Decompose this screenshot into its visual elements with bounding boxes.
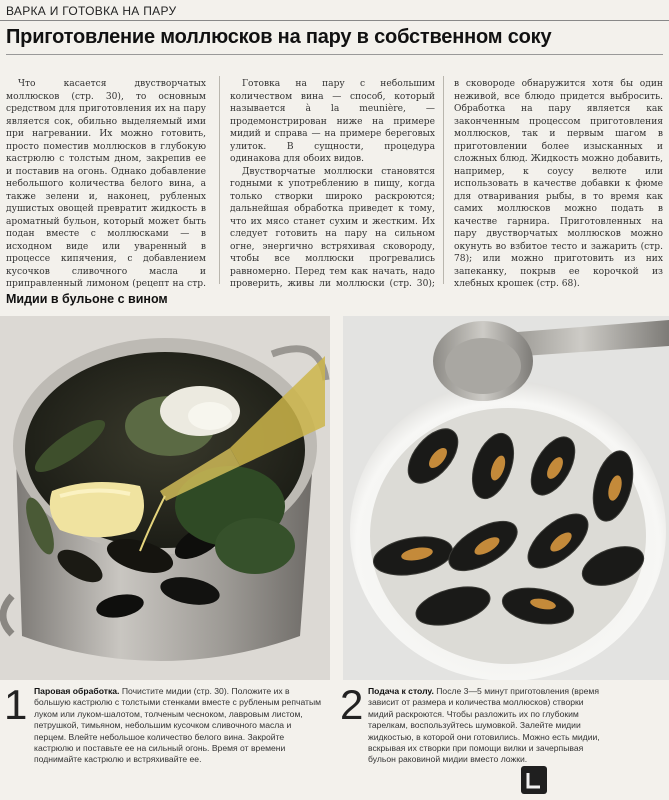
text-column-1 <box>6 78 206 288</box>
text-column-2 <box>230 78 435 288</box>
step-2-caption <box>368 686 608 766</box>
title-rule <box>6 54 663 55</box>
step-number-2: 2 <box>340 681 364 728</box>
column-divider <box>443 76 444 284</box>
page-title: Приготовление моллюсков на пару в собственном соку <box>6 26 552 48</box>
section-title: ВАРКА И ГОТОВКА НА ПАРУ <box>6 4 177 18</box>
column-1-text: Что касается двустворчатых моллюсков (стр. 30), то основным средством для приготовления их на пару является сок, обильно выделяемый ими при нагревании. Их можно готовить, просто поместив моллюсков в глубокую кастрюлю с толстым дном, закрепив ее и поставив на огонь. Однако добавление небольшого количества белого вина, а также зелени и, наконец, рубленых душистых овощей превратит жидкость в ароматный бульон, который может быть подан вместе с моллюсками — в исходном виде или уваренный в процессе кипячения, с добавлением кусочков сливочного масла и приправленный лимоном (рецепт на стр. <box>6 79 206 288</box>
step-1-heading: Паровая обработка. <box>34 686 120 696</box>
step-number-1: 1 <box>4 681 28 728</box>
step-1-caption <box>34 686 324 766</box>
header-rule <box>0 20 669 21</box>
column-2-paragraph-2: Двустворчатые моллюски становятся годными к употреблению в пищу, когда только створки широко раскроются; дальнейшая обработка приведет к тому, что их мясо станет сухим и жестким. Их следует готовить на пару на сильном огне, энергично встряхивая сковороду, чтобы все моллюски прогревались равномерно. Перед тем как начать, надо проверить, живы ли моллюски (стр. 30); <box>230 166 435 288</box>
bowl-illustration <box>343 316 669 680</box>
photo-pot-with-mussels <box>0 316 330 680</box>
column-divider <box>219 76 220 284</box>
column-3-text: в сковороде обнаружится хотя бы один неживой, все блюдо придется выбросить. Обработка на пару является как законченным процессом приготовления моллюсков, так и первым шагом в приготовлении более изысканных и сложных блюд. Жидкость можно добавить, например, к соусу велюте или использовать в качестве добавки к фюме для отваривания рыбы, в то время как самих моллюсков можно подать в качестве гарнира. Приготовленных на пару двустворчатых моллюсков можно окунуть во взбитое тесто и зажарить (стр. 78); или можно приготовить из них запеканку, покрыв ее корочкой из хлебных крошек (стр. 68). <box>454 79 663 288</box>
pot-illustration <box>0 316 330 680</box>
step-2-heading: Подача к столу. <box>368 686 434 696</box>
recipe-subtitle: Мидии в бульоне с вином <box>6 292 168 306</box>
corner-logo-icon <box>521 766 547 794</box>
step-2-text: После 3—5 минут приготовления (время зависит от размера и количества моллюсков) створки мидий раскроются. Чтобы разложить их по глубоким тарелкам, воспользуйтесь шумовкой. Залейте мидии жидкостью, в которой они готовились. Можно есть мидии, вскрывая их створки при помощи вилки и зачерпывая бульон раковиной мидии вместо ложки. <box>368 686 600 765</box>
column-2-paragraph-1: Готовка на пару с небольшим количеством вина — способ, который называется à la meunière, — продемонстрирован ниже на примере мидий и справа — на примере береговых улиток. В сущности, процедура одинакова для обоих видов. <box>230 79 435 164</box>
text-column-3 <box>454 78 663 288</box>
photo-mussels-in-bowl <box>343 316 669 680</box>
header-bar <box>0 0 669 22</box>
step-1-text: Почистите мидии (стр. 30). Положите их в большую кастрюлю с толстыми стенками вместе с рубленым репчатым луком или луком-шалотом, толченым чесноком, лавровым листом, петрушкой, тимьяном, небольшим кусочком сливочного масла и перцем. Влейте небольшое количество белого вина. Закройте кастрюлю и поставьте ее на сильный огонь. Время от времени поднимайте кастрюлю и встряхивайте ее. <box>34 686 322 765</box>
